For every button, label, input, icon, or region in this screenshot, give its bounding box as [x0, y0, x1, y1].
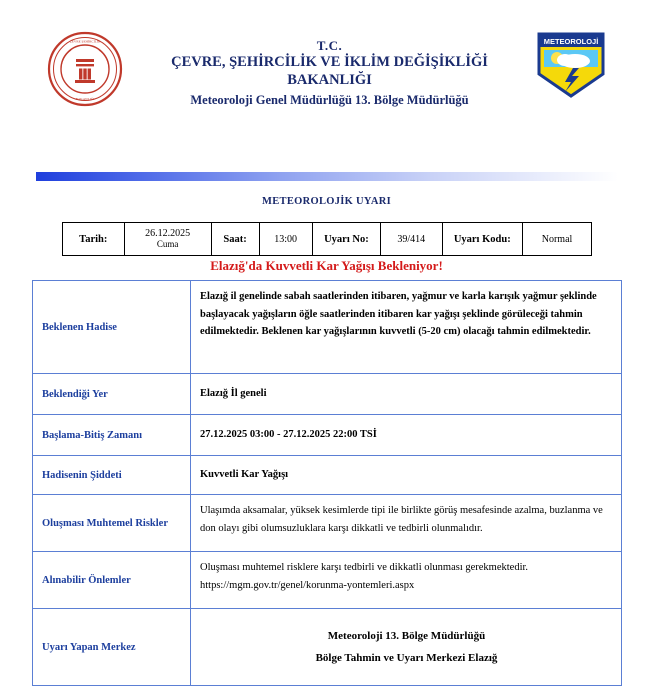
warning-code-label: Uyarı Kodu:: [442, 223, 523, 256]
table-row-expected-event: [33, 281, 622, 374]
header-title-block: [124, 26, 535, 109]
issuing-center-line1: Meteoroloji 13. Bölge Müdürlüğü: [327, 630, 486, 642]
document-title: METEOROLOJİK UYARI: [262, 196, 391, 207]
warning-no-label: Uyarı No:: [312, 223, 380, 256]
date-value: [124, 223, 211, 256]
table-row-issuing-center: [33, 609, 622, 686]
header-tc: T.C.: [316, 38, 343, 53]
header-ministry-line2: BAKANLIĞI: [287, 72, 372, 88]
table-row-severity: [33, 456, 622, 495]
row-label-severity: Hadisenin Şiddeti: [33, 456, 191, 495]
warning-info-table: [62, 222, 592, 256]
warning-code-value: Normal: [523, 223, 592, 256]
row-label-issuing-center: Uyarı Yapan Merkez: [33, 609, 191, 686]
decorative-gradient-bar: [36, 172, 618, 181]
row-label-expected-event: Beklenen Hadise: [33, 281, 191, 374]
row-value-expected-place: Elazığ İl geneli: [191, 374, 622, 415]
table-row-possible-risks: [33, 495, 622, 552]
row-value-precautions: [191, 552, 622, 609]
warning-details-table: [32, 280, 622, 686]
table-row-precautions: [33, 552, 622, 609]
table-row-start-end-time: [33, 415, 622, 456]
issuing-center-line2: Bölge Tahmin ve Uyarı Merkezi Elazığ: [315, 652, 498, 664]
time-label: Saat:: [211, 223, 259, 256]
document-header: [0, 0, 653, 110]
warning-no-value: 39/414: [381, 223, 442, 256]
turkish-state-emblem-icon: [46, 30, 124, 108]
date-value-text: 26.12.2025: [145, 228, 191, 239]
row-value-severity: Kuvvetli Kar Yağışı: [191, 456, 622, 495]
time-value: 13:00: [259, 223, 312, 256]
svg-text:METEOROLOJİ: METEOROLOJİ: [543, 37, 599, 46]
header-department: Meteoroloji Genel Müdürlüğü 13. Bölge Müdürlüğü: [190, 93, 469, 107]
row-value-start-end-time: 27.12.2025 03:00 - 27.12.2025 22:00 TSİ: [191, 415, 622, 456]
table-row-expected-place: [33, 374, 622, 415]
date-day-text: Cuma: [156, 239, 179, 249]
header-ministry-line1: ÇEVRE, ŞEHİRCİLİK VE İKLİM DEĞİŞİKLİĞİ: [171, 54, 488, 70]
table-row: [63, 223, 592, 256]
svg-text:ÇEVRE ŞEHİRCİLİK: ÇEVRE ŞEHİRCİLİK: [69, 39, 101, 44]
meteoroloji-logo-icon: [535, 30, 607, 100]
row-label-expected-place: Beklendiği Yer: [33, 374, 191, 415]
precautions-line1: Oluşması muhtemel risklere karşı tedbirli ve dikkatli olunması gerekmektedir.: [200, 562, 529, 573]
row-value-issuing-center: [191, 609, 622, 686]
row-value-possible-risks: Ulaşımda aksamalar, yüksek kesimlerde tipi ile birlikte görüş mesafesinde azalma, buzlanma ve don olayı gibi olumsuzluklara karşı dikkatli ve tedbirli olunmalıdır.: [191, 495, 622, 552]
svg-text:BAKANLIĞI: BAKANLIĞI: [75, 97, 95, 101]
date-label: Tarih:: [63, 223, 125, 256]
precautions-link[interactable]: https://mgm.gov.tr/genel/korunma-yontemleri.aspx: [200, 579, 415, 591]
row-label-possible-risks: Oluşması Muhtemel Riskler: [33, 495, 191, 552]
warning-headline: Elazığ'da Kuvvetli Kar Yağışı Bekleniyor!: [210, 258, 443, 273]
row-label-start-end-time: Başlama-Bitiş Zamanı: [33, 415, 191, 456]
row-label-precautions: Alınabilir Önlemler: [33, 552, 191, 609]
row-value-expected-event: Elazığ il genelinde sabah saatlerinden itibaren, yağmur ve karla karışık yağmur şeklinde başlayacak yağışların öğle saatlerinden itibaren kar yağışı şeklinde görüleceği tahmin edilmektedir. Beklenen kar yağışlarının kuvvetli (5-20 cm) olacağı tahmin edilmektedir.: [191, 281, 622, 374]
